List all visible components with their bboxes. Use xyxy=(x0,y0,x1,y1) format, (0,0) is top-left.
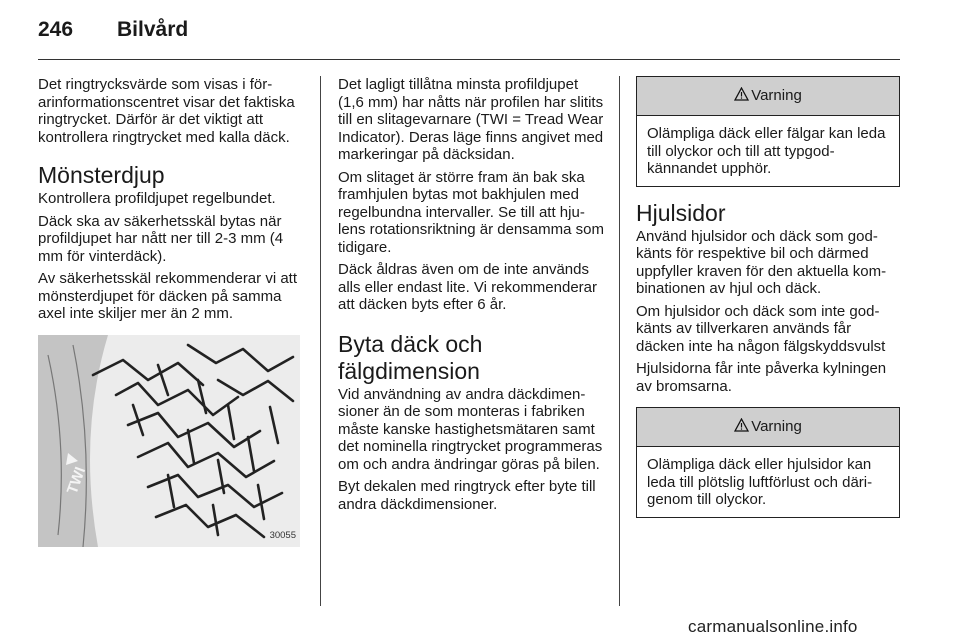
paragraph: Om slitaget är större fram än bak ska framhjulen bytas mot bakhjulen med regelbundna intervaller. Se till att hjulens rotationsriktning är densamma som tidigare. xyxy=(338,168,604,256)
paragraph: Hjulsidorna får inte påverka kylningen av bromsarna. xyxy=(636,360,887,395)
column-divider-right xyxy=(619,76,620,606)
header-rule xyxy=(38,59,900,60)
figure-number: 30055 xyxy=(269,530,296,541)
section-heading-hjulsidor: Hjulsidor xyxy=(636,199,726,226)
paragraph: Däck ska av säkerhetsskäl bytas när profildjupet har nått ner till 2-3 mm (4 mm för vinterdäck). xyxy=(38,212,284,265)
paragraph: Vid användning av andra däckdimensioner än de som monteras i fabriken måste kanske hastighetsmätaren samt det nominella ringtrycket programmeras om och andra ändringar göras på bilen. xyxy=(338,385,603,473)
right-column xyxy=(636,76,900,524)
warning-box xyxy=(636,407,900,518)
warning-triangle-icon xyxy=(734,418,749,437)
paragraph: Det lagligt tillåtna minsta profildjupet (1,6 mm) har nåtts när profilen har slitits till en slitagevarnare (TWI = Tread Wear Indicator). Deras läge finns angivet med markeringar på däcksidan. xyxy=(338,76,604,163)
middle-column xyxy=(338,76,606,518)
warning-triangle-icon xyxy=(734,87,749,106)
warning-title: Varning xyxy=(751,87,802,105)
section-heading-monsterdjup: Mönsterdjup xyxy=(38,162,165,188)
intro-paragraph: Det ringtrycksvärde som visas i förarinformationscentret visar det faktiska ringtrycket. Därför är det viktigt att kontrollera ringtrycket med kalla däck. xyxy=(38,76,295,146)
site-watermark: carmanualsonline.info xyxy=(688,617,858,636)
tire-tread-illustration xyxy=(38,335,300,547)
paragraph: Byt dekalen med ringtryck efter byte till andra däckdimensioner. xyxy=(338,478,596,513)
tire-tread-drawing xyxy=(38,335,300,547)
left-column xyxy=(38,76,306,547)
paragraph: Kontrollera profildjupet regelbundet. xyxy=(38,190,276,207)
page-number: 246 xyxy=(38,18,74,41)
column-divider-left xyxy=(320,76,321,606)
twi-label: TWI xyxy=(63,464,90,496)
warning-text: Olämpliga däck eller hjulsidor kan leda till plötslig luftförlust och därigenom till olyckor. xyxy=(647,456,873,508)
paragraph: Använd hjulsidor och däck som godkänts för respektive bil och därmed uppfyller kraven för den aktuella kombinationen av hjul och däck. xyxy=(636,227,887,297)
warning-header xyxy=(637,77,899,116)
running-title: Bilvård xyxy=(117,18,189,41)
section-heading-byta-dack: Byta däck och fälgdimension xyxy=(338,330,483,384)
paragraph: Om hjulsidor och däck som inte godkänts av tillverkaren används får däcken inte ha någon fälgskyddsvulst xyxy=(636,302,886,355)
warning-title: Varning xyxy=(751,418,802,436)
paragraph: Däck åldras även om de inte används alls eller endast lite. Vi rekommenderar att däcken byts efter 6 år. xyxy=(338,261,598,313)
paragraph: Av säkerhetsskäl rekommenderar vi att mönsterdjupet för däcken på samma axel inte skiljer mer än 2 mm. xyxy=(38,270,297,322)
warning-text: Olämpliga däck eller fälgar kan leda till olyckor och till att typgodkännandet upphör. xyxy=(647,125,886,177)
warning-header xyxy=(637,408,899,447)
warning-box xyxy=(636,76,900,187)
